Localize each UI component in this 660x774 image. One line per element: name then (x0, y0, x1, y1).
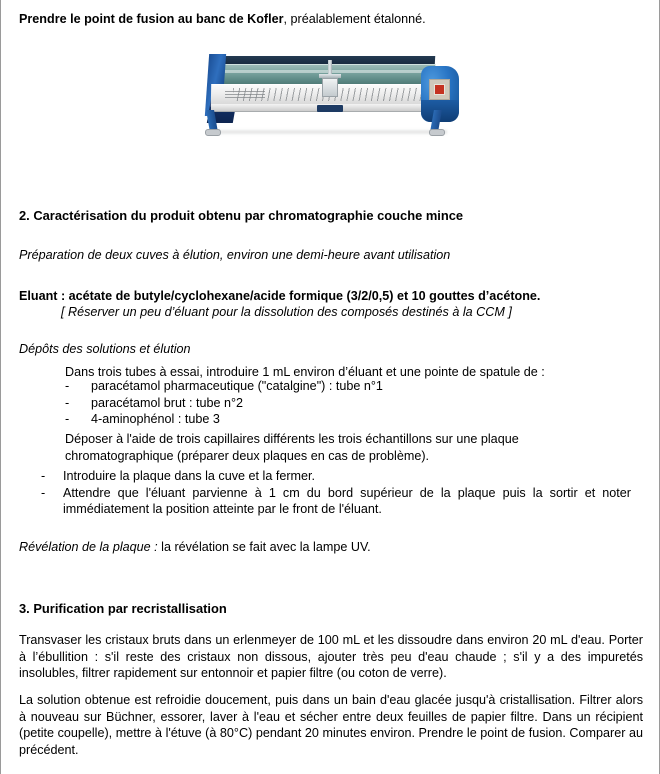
revelation-label: Révélation de la plaque : (19, 540, 158, 554)
list-item (65, 378, 619, 395)
instrument-cursor-tab (317, 105, 343, 112)
list-item-label: paracétamol brut : tube n°2 (91, 395, 244, 410)
list-item (41, 485, 631, 518)
revelation-line (19, 539, 639, 556)
list-item-label: Attendre que l'éluant parvienne à 1 cm du bord supérieur de la plaque puis la sortir et noter immédiatement la position atteinte par le front de l'éluant. (63, 485, 631, 516)
section-2-heading: 2. Caractérisation du produit obtenu par chromatographie couche mince (19, 208, 464, 223)
dash-icon: - (41, 469, 46, 483)
dash-icon: - (41, 485, 46, 500)
instrument-nameplate (225, 89, 265, 98)
instrument-right-foot-pad (429, 129, 445, 136)
recristallisation-paragraph-2: La solution obtenue est refroidie doucement, puis dans un bain d'eau glacée jusqu'à cristallisation. Filtrer alors à nouveau sur Büchner, essorer, laver à l'eau et sécher entre deux feuilles de papier filtre. Dans un récipient (petite coupelle), mettre à l'étuve (à 80°C) pendant 20 minutes environ. Prendre le point de fusion. Comparer au précédent. (19, 693, 643, 757)
deposer-paragraph: Déposer à l'aide de trois capillaires différents les trois échantillons sur une plaque chromatographique (préparer deux plaques en cas de problème). (65, 432, 519, 463)
kofler-instruction-line (19, 11, 639, 28)
dash-icon: - (65, 379, 70, 393)
eluant-composition: Eluant : acétate de butyle/cyclohexane/acide formique (3/2/0,5) et 10 gouttes d’acétone. (19, 289, 541, 303)
list-item (65, 395, 619, 412)
instrument-left-foot-pad (205, 129, 221, 136)
section-2-preparation-note: Préparation de deux cuves à élution, environ une demi-heure avant utilisation (19, 248, 451, 262)
list-item (65, 411, 619, 428)
tubes-ul (65, 378, 619, 428)
kofler-apparatus-icon (195, 48, 467, 141)
list-item (41, 468, 631, 485)
tubes-list (19, 378, 619, 428)
recristallisation-paragraph-1: Transvaser les cristaux bruts dans un erlenmeyer de 100 mL et les dissoudre dans environ 20 mL d'eau. Porter à l’ébullition : s'il reste des cristaux non dissous, ajouter très peu d'eau chaude ; s'il y a des impuretés insolubles, filtrer rapidement sur entonnoir et papier filtre (ou coton de verre). (19, 633, 643, 680)
tubes-intro-text: Dans trois tubes à essai, introduire 1 mL environ d’éluant et une pointe de spatule de : (65, 365, 545, 379)
dash-icon: - (65, 412, 70, 426)
plaque-steps-ul (41, 468, 631, 518)
revelation-text: la révélation se fait avec la lampe UV. (157, 540, 371, 554)
kofler-instruction-rest: , préalablement étalonné. (283, 12, 426, 26)
list-item-label: Introduire la plaque dans la cuve et la fermer. (63, 469, 316, 483)
instrument-strip-highlight (225, 70, 425, 73)
plaque-steps-list (19, 468, 631, 518)
dash-icon: - (65, 395, 70, 410)
power-switch-icon (434, 84, 445, 95)
kofler-figure (19, 48, 643, 146)
kofler-instruction-bold: Prendre le point de fusion au banc de Kofler (19, 12, 284, 26)
list-item-label: paracétamol pharmaceutique ("catalgine") : tube n°1 (91, 379, 383, 393)
list-item-label: 4-aminophénol : tube 3 (91, 412, 220, 426)
section-3-heading: 3. Purification par recristallisation (19, 601, 227, 616)
instrument-shadow (213, 130, 447, 134)
eluant-reserve-note: [ Réserver un peu d’éluant pour la dissolution des composés destinés à la CCM ] (61, 305, 512, 319)
depots-subheading: Dépôts des solutions et élution (19, 342, 191, 356)
instrument-cursor-body (322, 78, 338, 97)
